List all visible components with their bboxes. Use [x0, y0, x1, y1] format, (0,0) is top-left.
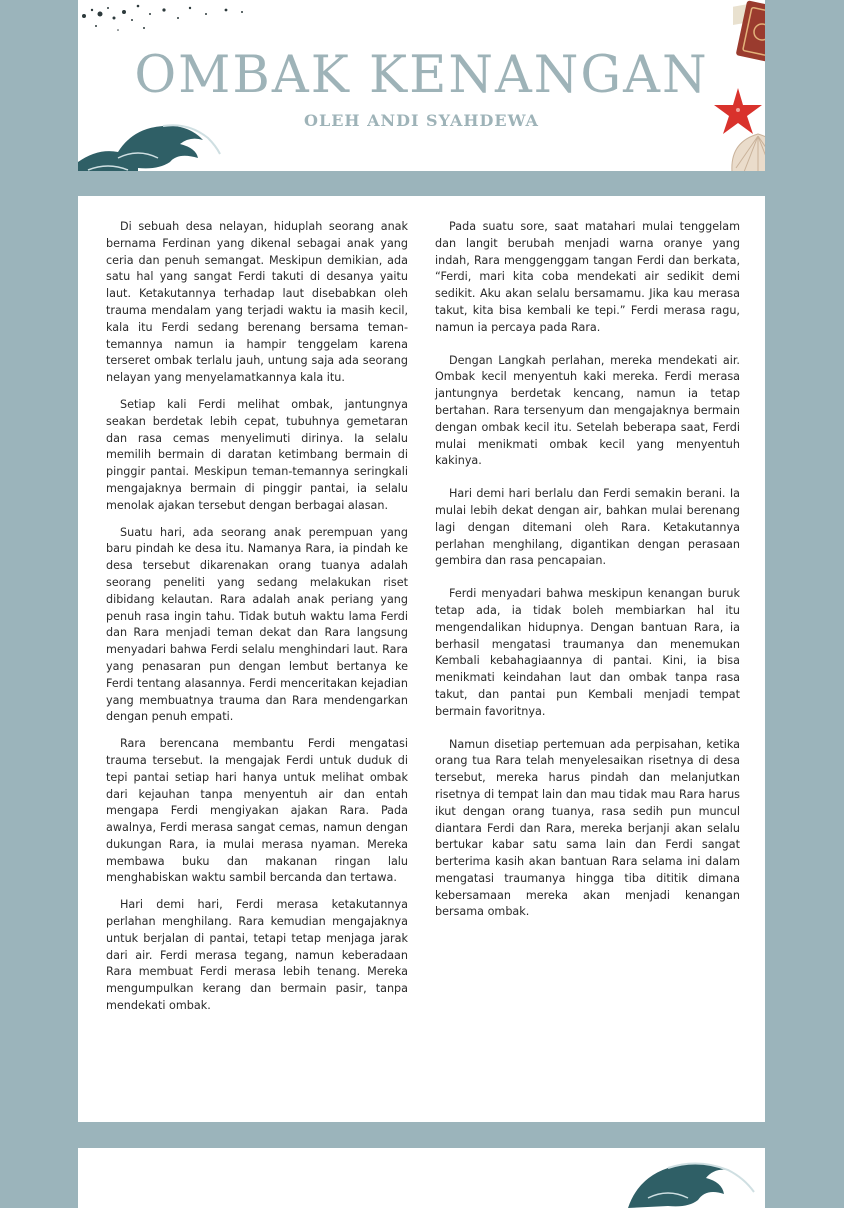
story-paragraph: Di sebuah desa nelayan, hiduplah seorang anak bernama Ferdinan yang dikenal sebagai anak yang ceria dan penuh semangat. Meskipun demikian, ada satu hal yang sangat Ferdi takuti di desanya yaitu laut. Ketakutannya terhadap laut disebabkan oleh trauma mendalam yang terjadi waktu ia masih kecil, kala itu Ferdi sedang berenang bersama teman-temannya namun ia hampir tenggelam karena terseret ombak terlalu jauh, untung saja ada seorang nelayan yang menyelamatkannya kala itu. [106, 220, 408, 385]
story-paragraph: Pada suatu sore, saat matahari mulai tenggelam dan langit berubah menjadi warna oranye yang indah, Rara menggenggam tangan Ferdi dan berkata, “Ferdi, mari kita coba mendekati air sedikit demi sedikit. Aku akan selalu bersamamu. Jika kau merasa takut, kita bisa kembali ke tepi.” Ferdi merasa ragu, namun ia percaya pada Rara. [435, 220, 740, 334]
page-title: OMBAK KENANGAN [134, 46, 709, 105]
author-byline: OLEH ANDI SYAHDEWA [304, 111, 539, 130]
page-header [78, 0, 765, 171]
story-paragraph: Hari demi hari berlalu dan Ferdi semakin berani. Ia mulai lebih dekat dengan air, bahkan mulai berenang lagi dengan ditemani oleh Rara. Ketakutannya perlahan menghilang, digantikan dengan perasaan gembira dan rasa pencapaian. [435, 487, 740, 568]
ink-splatter-icon [78, 0, 258, 40]
story-page [78, 196, 765, 1122]
story-column-right [435, 219, 740, 937]
story-paragraph: Suatu hari, ada seorang anak perempuan yang baru pindah ke desa itu. Namanya Rara, ia pindah ke desa tersebut dikarenakan orang tuanya adalah seorang peneliti yang sedang melakukan riset dibidang kelautan. Rara adalah anak periang yang penuh rasa ingin tahu. Tidak butuh waktu lama Ferdi dan Rara menjadi teman dekat dan Rara langsung menyadari bahwa Ferdi selalu menghindari laut. Rara yang penasaran pun dengan lembut bertanya ke Ferdi tentang alasannya. Ferdi menceritakan kejadian yang membuatnya trauma dan Rara mendengarkan dengan penuh empati. [106, 525, 408, 724]
story-column-left [106, 219, 408, 1025]
story-paragraph: Setiap kali Ferdi melihat ombak, jantungnya seakan berdetak lebih cepat, tubuhnya gemetaran dan rasa cemas menyelimuti dirinya. Ia selalu memilih bermain di daratan ketimbang bermain di pinggir pantai. Meskipun teman-temannya seringkali mengajaknya bermain di pinggir pantai, ia selalu menolak ajakan tersebut dengan berbagai alasan. [106, 397, 408, 512]
story-paragraph: Rara berencana membantu Ferdi mengatasi trauma tersebut. Ia mengajak Ferdi untuk duduk di tepi pantai setiap hari hanya untuk melihat ombak dari kejauhan tanpa menyentuh air dan entah mengapa Ferdi mengiyakan ajakan Rara. Pada awalnya, Ferdi merasa sangat cemas, namun dengan dukungan Rara, ia mulai merasa nyaman. Mereka membawa buku dan makanan ringan lalu menghabiskan waktu sambil bercanda dan tertawa. [106, 737, 408, 885]
book-icon [733, 0, 765, 66]
story-paragraph: Ferdi menyadari bahwa meskipun kenangan buruk tetap ada, ia tidak boleh membiarkan hal itu mengendalikan hidupnya. Dengan bantuan Rara, ia berhasil mengatasi traumanya dan menemukan Kembali kebahagiaannya di pantai. Kini, ia bisa menikmati keindahan laut dan ombak tanpa rasa takut, dan pantai pun Kembali menjadi tempat bermain favoritnya. [435, 587, 740, 718]
story-paragraph: Dengan Langkah perlahan, mereka mendekati air. Ombak kecil menyentuh kaki mereka. Ferdi merasa jantungnya berdetak kencang, namun ia tetap bertahan. Rara tersenyum dan mengajaknya bermain dengan ombak kecil itu. Setelah beberapa saat, Ferdi mulai menikmati ombak kecil yang menyentuh kakinya. [435, 353, 740, 468]
story-paragraph: Hari demi hari, Ferdi merasa ketakutannya perlahan menghilang. Rara kemudian mengajaknya untuk berjalan di pantai, tetapi tetap menjaga jarak dari air. Ferdi merasa tegang, namun keberadaan Rara membuat Ferdi merasa lebih tenang. Mereka mengumpulkan kerang dan bermain pasir, tanpa mendekati ombak. [106, 898, 408, 1013]
wave-icon [618, 1148, 765, 1208]
next-page-preview [78, 1148, 765, 1208]
story-paragraph: Namun disetiap pertemuan ada perpisahan, ketika orang tua Rara telah menyelesaikan risetnya di desa tersebut, mereka harus pindah dan melanjutkan risetnya di tempat lain dan mau tidak mau Rara harus ikut dengan orang tuanya, rasa sedih pun muncul diantara Ferdi dan Rara, mereka berjanji akan selalu bertukar kabar satu sama lain dan Ferdi sangat berterima kasih akan bantuan Rara selama ini dalam mengatasi traumanya hingga tiba dititik dimana kebersamaan mereka akan menjadi kenangan bersama ombak. [435, 737, 740, 919]
seashell-icon [728, 128, 765, 171]
